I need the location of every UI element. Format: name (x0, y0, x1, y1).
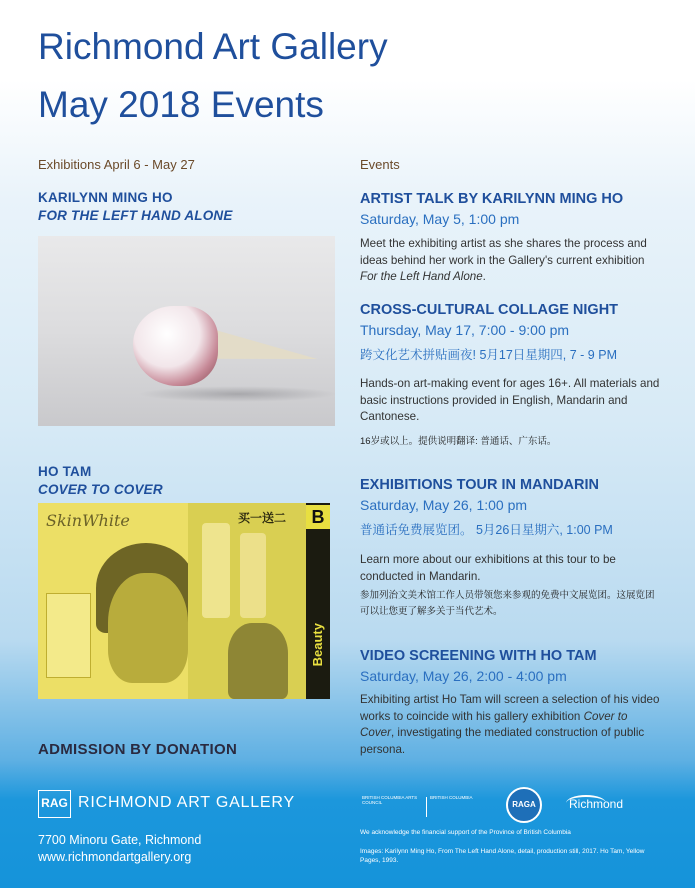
event-1-text-italic: For the Left Hand Alone (360, 270, 483, 283)
event-3-date: Saturday, May 26, 1:00 pm (360, 497, 528, 513)
event-4-text-end: , investigating the mediated construction of public persona. (360, 726, 645, 756)
collage-cn-text: 买一送二 (238, 511, 287, 525)
product-pack (46, 593, 91, 678)
exhibition-1-artist: KARILYNN MING HO (38, 190, 173, 205)
richmond-logo: Richmond (569, 797, 624, 811)
event-2-date: Thursday, May 17, 7:00 - 9:00 pm (360, 322, 570, 338)
raga-logo: RAGA (506, 787, 542, 823)
admission-note: ADMISSION BY DONATION (38, 741, 238, 758)
exhibition-2-title: COVER TO COVER (38, 482, 163, 497)
sponsor-divider (426, 797, 427, 817)
rag-logo: RAG (38, 790, 71, 818)
event-1-text: Meet the exhibiting artist as she shares the process and ideas behind her work in the Gallery's current exhibition (360, 237, 647, 267)
exhibition-1-image (38, 236, 335, 426)
sponsor-bc: BRITISH COLUMBIA (430, 795, 473, 800)
exhibitions-heading: Exhibitions April 6 - May 27 (38, 157, 195, 172)
event-1-text-end: . (482, 270, 486, 283)
image-credits: Images: Karilynn Ming Ho, From The Left Hand Alone, detail, production still, 2017. Ho Tam, Yellow Pages, 1993. (360, 848, 645, 864)
exhibition-2-image (38, 503, 330, 699)
collage-badge: B (306, 505, 330, 529)
sponsor-bc-arts-council: BRITISH COLUMBIA ARTS COUNCIL (362, 795, 418, 805)
event-1-date: Saturday, May 5, 1:00 pm (360, 211, 520, 227)
event-1-title: ARTIST TALK BY KARILYNN MING HO (360, 191, 624, 207)
product-tube (240, 533, 266, 618)
page-title: Richmond Art Gallery (38, 26, 388, 67)
exhibition-1-title: FOR THE LEFT HAND ALONE (38, 208, 233, 223)
event-2-title: CROSS-CULTURAL COLLAGE NIGHT (360, 302, 619, 318)
collage-middle-panel (188, 503, 306, 699)
event-4-text: Exhibiting artist Ho Tam will screen a selection of his video works to coincide with his gallery exhibition (360, 693, 660, 723)
model-face (108, 573, 188, 683)
ice-cream-scoop (133, 306, 218, 386)
collage-left-panel (38, 503, 188, 699)
product-tube (202, 523, 230, 618)
event-2-description-cn: 16岁或以上。提供说明翻译: 普通话、广东话。 (360, 436, 557, 447)
model-male (228, 623, 288, 699)
event-4-description (360, 692, 660, 758)
event-3-description: Learn more about our exhibitions at this tour to be conducted in Mandarin. (360, 553, 616, 583)
event-3-date-cn: 普通话免费展览团。 5月26日星期六, 1:00 PM (360, 523, 613, 537)
event-4-title: VIDEO SCREENING WITH HO TAM (360, 648, 597, 664)
event-2-date-cn: 跨文化艺术拼贴画夜! 5月17日星期四, 7 - 9 PM (360, 348, 617, 362)
events-heading: Events (360, 157, 400, 172)
collage-brand-text: SkinWhite (46, 511, 130, 530)
image-shadow (138, 386, 335, 402)
acknowledgement: We acknowledge the financial support of the Province of British Columbia (360, 829, 571, 836)
address: 7700 Minoru Gate, Richmond (38, 833, 202, 847)
event-3-description-cn: 参加列治文美术馆工作人员带领您来参观的免费中文展览团。这展览团可以让您更了解多关于当代艺术。 (360, 590, 655, 617)
event-4-date: Saturday, May 26, 2:00 - 4:00 pm (360, 668, 567, 684)
org-name: RICHMOND ART GALLERY (78, 794, 295, 811)
event-3-title: EXHIBITIONS TOUR IN MANDARIN (360, 477, 599, 493)
exhibition-2-artist: HO TAM (38, 464, 92, 479)
event-1-description (360, 236, 660, 286)
event-2-description: Hands-on art-making event for ages 16+. All materials and basic instructions provided in English, Mandarin and Cantonese. (360, 377, 660, 423)
collage-side-label: Beauty (310, 623, 325, 667)
website-link[interactable]: www.richmondartgallery.org (38, 850, 192, 864)
collage-right-strip (306, 503, 330, 699)
event-4-text-italic: Cover to Cover (360, 709, 628, 739)
page-subtitle: May 2018 Events (38, 84, 324, 125)
